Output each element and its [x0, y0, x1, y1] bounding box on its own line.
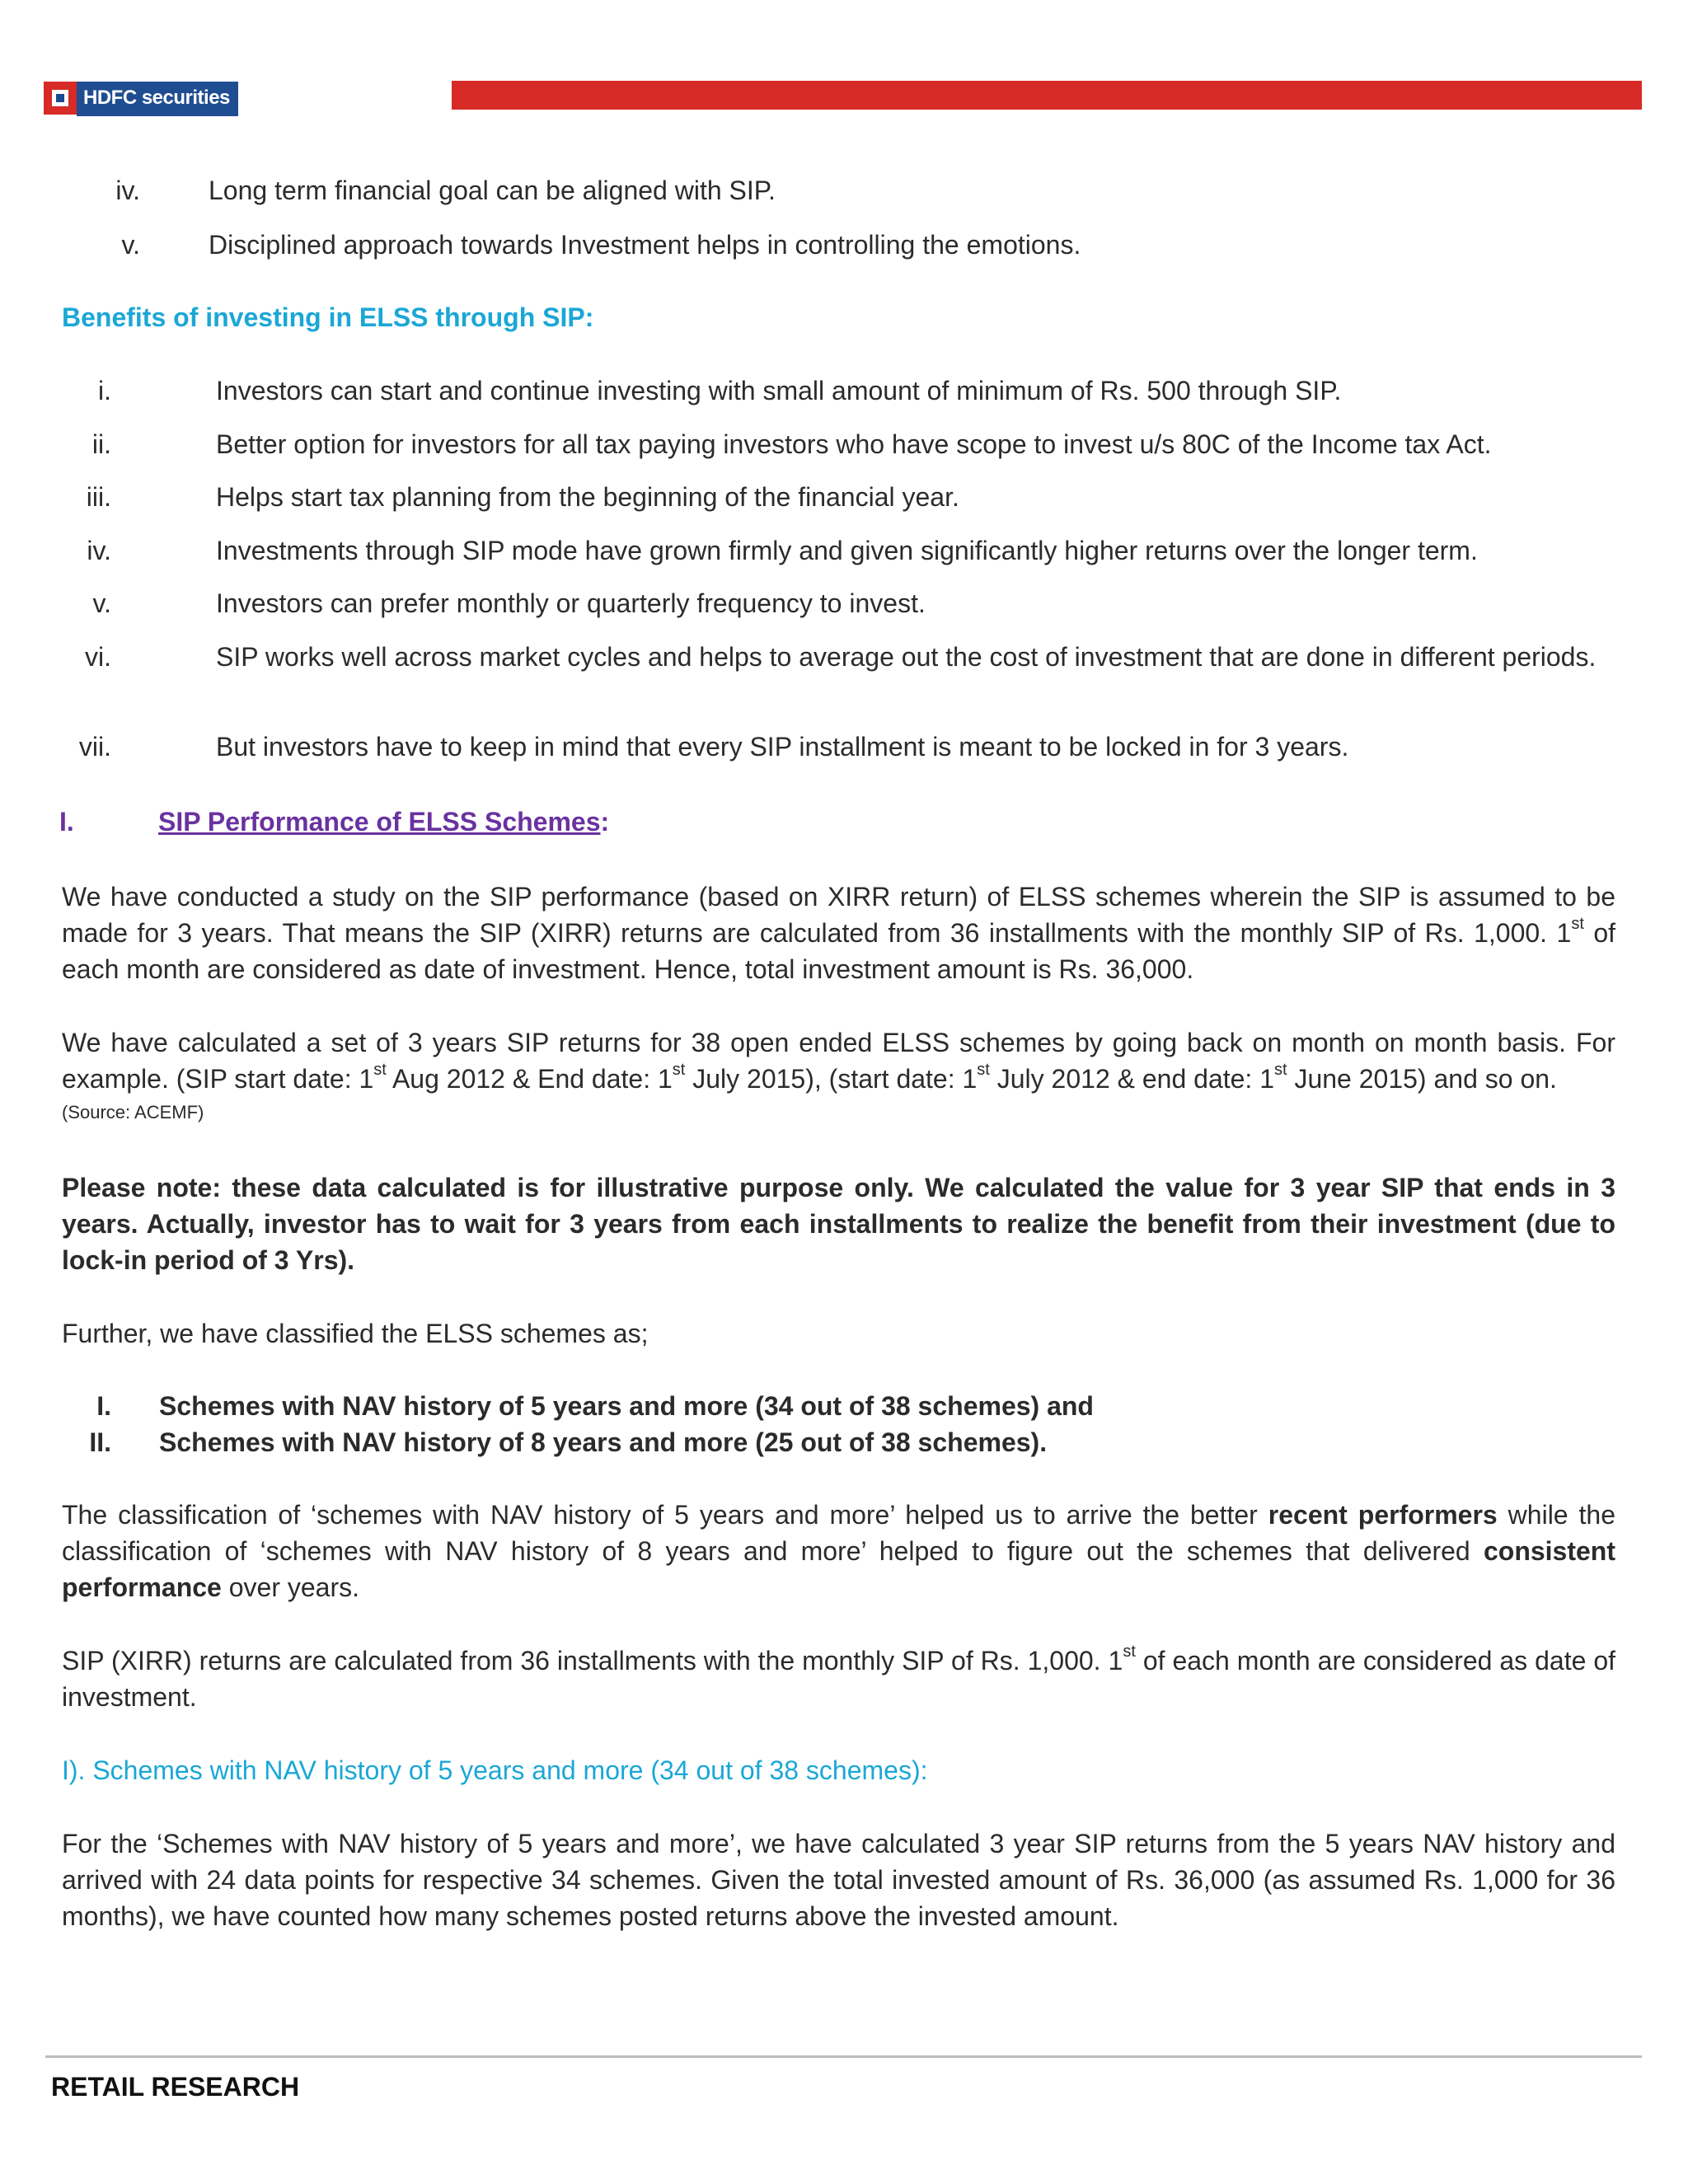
- list-item: But investors have to keep in mind that every SIP installment is meant to be locked in for 3 years.: [216, 732, 1349, 762]
- list-number: iv.: [115, 176, 140, 205]
- section-title: [158, 804, 609, 840]
- source-note: (Source: ACEMF): [62, 1102, 204, 1122]
- list-item: Investors can prefer monthly or quarterly frequency to invest.: [216, 588, 926, 618]
- list-item: Investments through SIP mode have grown firmly and given significantly higher returns over the longer term.: [216, 536, 1478, 565]
- section-title-colon: :: [600, 807, 610, 837]
- list-item: Schemes with NAV history of 5 years and more (34 out of 38 schemes) and: [159, 1391, 1094, 1421]
- benefits-heading: Benefits of investing in ELSS through SIP:: [62, 302, 594, 332]
- list-number: I.: [96, 1391, 111, 1421]
- list-number: II.: [89, 1427, 111, 1457]
- header-red-bar: [452, 81, 1642, 110]
- list-number: v.: [92, 588, 111, 618]
- list-item: Investors can start and continue investing with small amount of minimum of Rs. 500 through SIP.: [216, 376, 1342, 405]
- section-number: I.: [59, 807, 74, 837]
- list-number: ii.: [91, 429, 111, 459]
- list-item: Schemes with NAV history of 8 years and more (25 out of 38 schemes).: [159, 1427, 1048, 1457]
- paragraph-study: We have conducted a study on the SIP performance (based on XIRR return) of ELSS schemes wherein the SIP is assumed to be made for 3 years. That means the SIP (XIRR) returns are calculated from 36 installments with the monthly SIP of Rs. 1,000. 1st of each month are considered as date of investment. Hence, total investment amount is Rs. 36,000.: [62, 882, 1616, 984]
- section-title-link: SIP Performance of ELSS Schemes: [158, 807, 601, 837]
- list-item: Disciplined approach towards Investment helps in controlling the emotions.: [209, 230, 1081, 260]
- footer-divider: [45, 2055, 1642, 2058]
- footer-label: RETAIL RESEARCH: [51, 2072, 300, 2102]
- hdfc-securities-logo: [44, 80, 238, 116]
- hdfc-logo-icon: [44, 82, 77, 115]
- please-note: Please note: these data calculated is for illustrative purpose only. We calculated the value for 3 year SIP that ends in 3 years. Actually, investor has to wait for 3 years from each installments to realize the benefit from their investment (due to lock-in period of 3 Yrs).: [62, 1173, 1615, 1275]
- paragraph-classification: The classification of ‘schemes with NAV history of 5 years and more’ helped us to arrive the better recent performers while the classification of ‘schemes with NAV history of 8 years and more’ helped to figure out the schemes that delivered consistent performance over years.: [62, 1500, 1616, 1602]
- list-item: SIP works well across market cycles and helps to average out the cost of investment that are done in different periods.: [216, 642, 1597, 672]
- list-number: v.: [121, 230, 140, 260]
- subheading-nav-5yrs: I). Schemes with NAV history of 5 years and more (34 out of 38 schemes):: [62, 1755, 928, 1785]
- paragraph-set: We have calculated a set of 3 years SIP returns for 38 open ended ELSS schemes by going back on month on month basis. For example. (SIP start date: 1st Aug 2012 & End date: 1st July 2015), (start date: 1st July 2012 & end date: 1st June 2015) and so on.: [62, 1028, 1615, 1094]
- logo-text: HDFC securities: [77, 82, 238, 116]
- list-number: iv.: [87, 536, 111, 565]
- list-item: Helps start tax planning from the beginning of the financial year.: [216, 482, 959, 512]
- list-number: vi.: [85, 642, 111, 672]
- paragraph-xirr: SIP (XIRR) returns are calculated from 36 installments with the monthly SIP of Rs. 1,000. 1st of each month are considered as date of investment.: [62, 1643, 1616, 1712]
- list-item: Long term financial goal can be aligned with SIP.: [209, 176, 776, 205]
- list-item: Better option for investors for all tax paying investors who have scope to invest u/s 80C of the Income tax Act.: [216, 429, 1492, 459]
- list-number: iii.: [86, 482, 111, 512]
- list-number: vii.: [78, 732, 111, 762]
- paragraph-nav-5yrs: For the ‘Schemes with NAV history of 5 years and more’, we have calculated 3 year SIP returns from the 5 years NAV history and arrived with 24 data points for respective 34 schemes. Given the total invested amount of Rs. 36,000 (as assumed Rs. 1,000 for 36 months), we have counted how many schemes posted returns above the invested amount.: [62, 1829, 1615, 1931]
- list-number: i.: [98, 376, 111, 405]
- paragraph-further: Further, we have classified the ELSS schemes as;: [62, 1319, 649, 1348]
